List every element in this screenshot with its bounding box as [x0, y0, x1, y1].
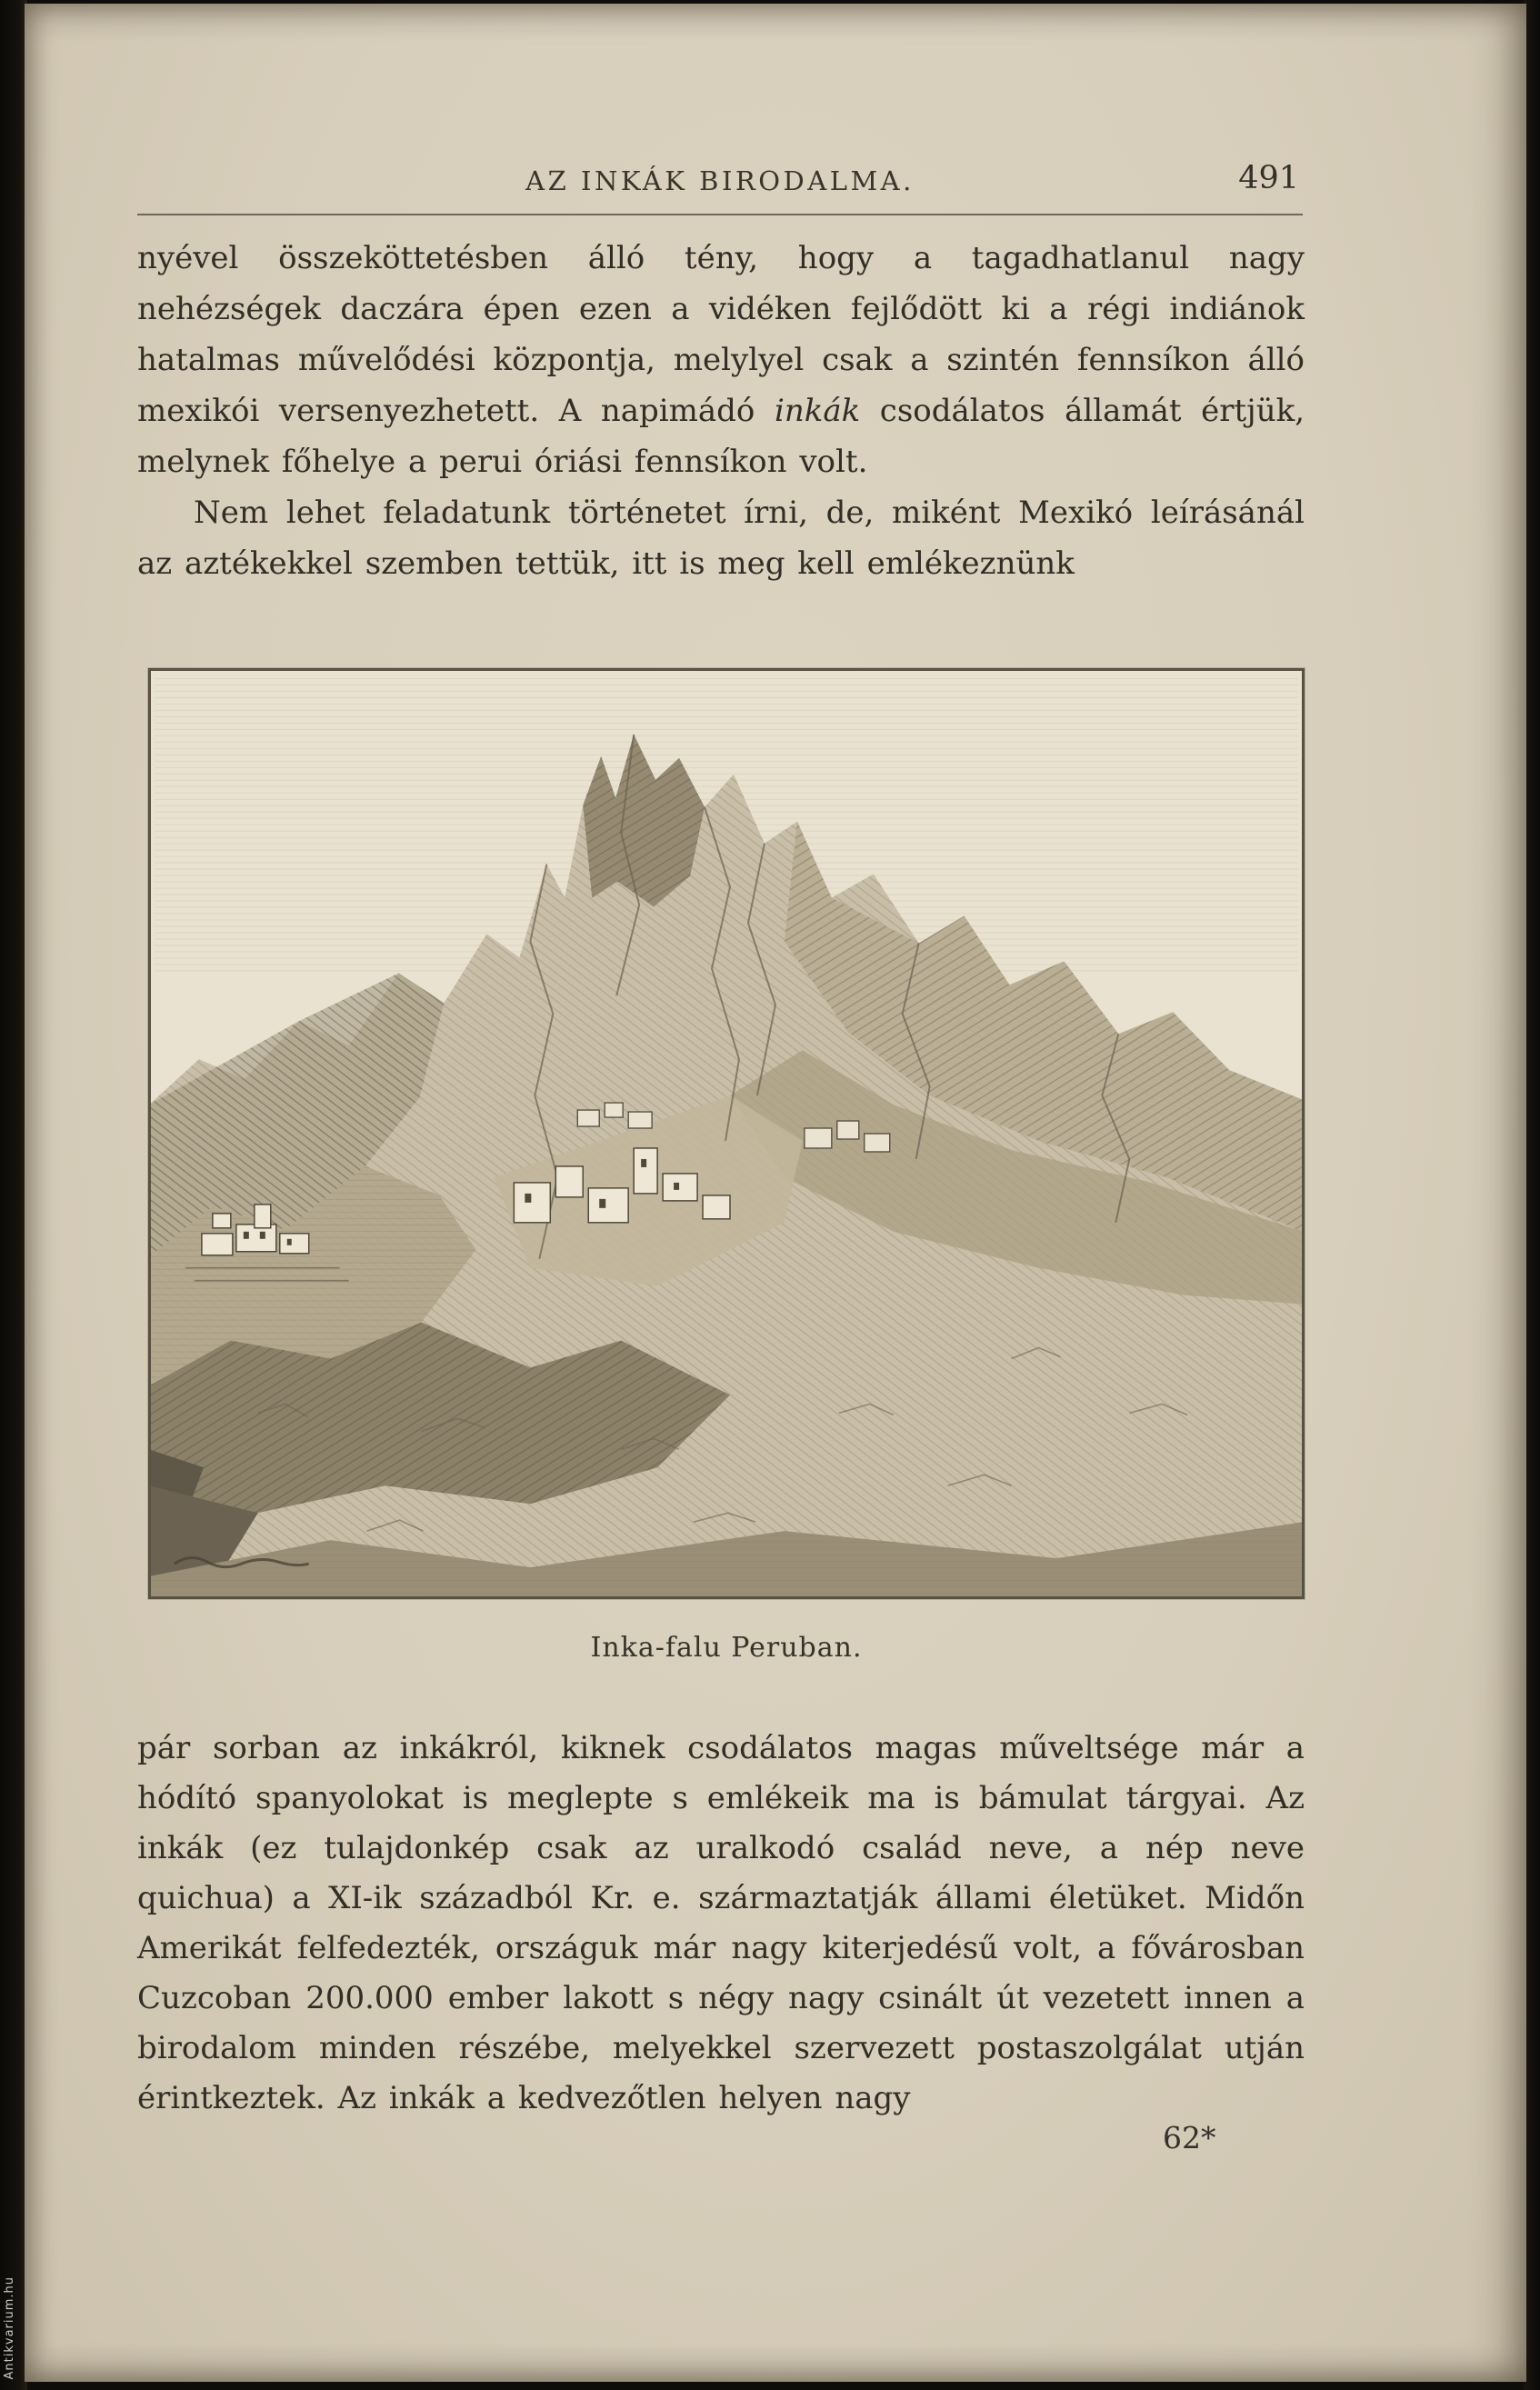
page-number: 491	[1238, 160, 1299, 196]
header-rule	[137, 214, 1303, 215]
scan-edge-left	[0, 0, 27, 2390]
italic-term-inkak: inkák	[774, 393, 861, 429]
paragraph-1-text: nyével összeköttetésben álló tény, hogy a tagadhatlanul nagy nehézségek daczára épen ezen a vidéken fejlődött ki a régi indiánok hatalmas művelődési központja, melylyel csak a szintén fennsíkon álló mexikói versenyezhetett. A napimádó	[137, 240, 1305, 429]
engraving-inka-village	[148, 668, 1305, 1599]
signature-mark: 62*	[1163, 2120, 1216, 2155]
page-header	[137, 162, 1303, 202]
book-page	[25, 4, 1526, 2382]
engraving-svg	[149, 669, 1304, 1598]
figure-caption: Inka-falu Peruban.	[590, 1632, 863, 1664]
paragraph-3: pár sorban az inkákról, kiknek csodálatos magas műveltsége már a hódító spanyolokat is meglepte s emlékeik ma is bámulat tárgyai. Az inkák (ez tulajdonkép csak az uralkodó család neve, a nép neve quichua) a XI-ik századból Kr. e. származtatják állami életüket. Midőn Amerikát felfedezték, országuk már nagy kiterjedésű volt, a fővárosban Cuzcoban 200.000 ember lakott s négy nagy csinált út vezetett innen a birodalom minden részébe, melyekkel szervezett postaszolgálat utján érintkeztek. Az inkák a kedvezőtlen helyen nagy	[137, 1730, 1305, 2116]
paragraph-2: Nem lehet feladatunk történetet írni, de, miként Mexikó leírásánál az aztékekkel szemben tettük, itt is meg kell emlékeznünk	[137, 495, 1305, 582]
paragraph-1	[137, 233, 1305, 487]
paragraph-1-text-cont: csodálatos államát értjük, melynek főhelye a perui óriási fennsíkon volt.	[137, 393, 1305, 480]
running-title: AZ INKÁK BIRODALMA.	[525, 165, 915, 196]
figure-inka-village	[148, 668, 1305, 1664]
watermark-text: Antikvarium.hu	[3, 2275, 16, 2379]
lower-text-block	[137, 1724, 1305, 2124]
upper-text-block	[137, 233, 1305, 589]
